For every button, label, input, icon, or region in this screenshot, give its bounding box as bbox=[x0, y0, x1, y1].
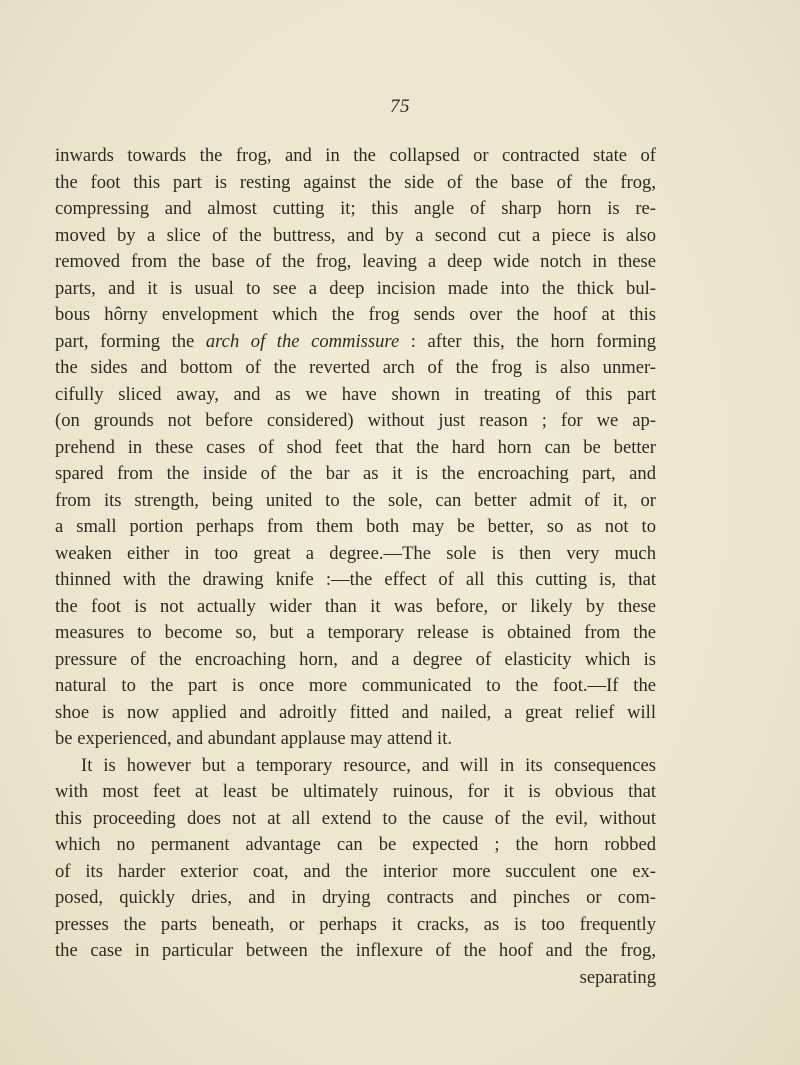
text-line: natural to the part is once more communicated to the foot.—If the bbox=[55, 675, 656, 696]
text-line: which no permanent advantage can be expected ; the horn robbed bbox=[55, 834, 656, 855]
text-line: with most feet at least be ultimately ruinous, for it is obvious that bbox=[55, 781, 656, 802]
text-line: inwards towards the frog, and in the collapsed or contracted state of bbox=[55, 145, 656, 166]
text-line: weaken either in too great a degree.—The sole is then very much bbox=[55, 542, 656, 564]
italic-term: arch of the commissure bbox=[205, 330, 400, 352]
text-line-with-italic bbox=[55, 329, 656, 356]
text-line: of its harder exterior coat, and the interior more succulent one ex- bbox=[55, 860, 656, 882]
text-line: pressure of the encroaching horn, and a degree of elasticity which is bbox=[55, 648, 656, 670]
text-line: a small portion perhaps from them both may be better, so as not to bbox=[55, 516, 656, 537]
text-line: removed from the base of the frog, leaving a deep wide notch in these bbox=[55, 251, 656, 272]
text-line: the foot this part is resting against the side of the base of the frog, bbox=[55, 171, 656, 193]
text-line: bous hôrny envelopment which the frog sends over the hoof at this bbox=[55, 304, 656, 325]
text-line: prehend in these cases of shod feet that the hard horn can be better bbox=[55, 436, 656, 458]
text-line: from its strength, being united to the sole, can better admit of it, or bbox=[55, 489, 656, 511]
text-line: the sides and bottom of the reverted arch of the frog is also unmer- bbox=[55, 357, 656, 378]
text-line: thinned with the drawing knife :—the effect of all this cutting is, that bbox=[55, 569, 656, 590]
page-number: 75 bbox=[390, 96, 410, 117]
text-line: posed, quickly dries, and in drying contracts and pinches or com- bbox=[55, 887, 656, 908]
text-line: compressing and almost cutting it; this angle of sharp horn is re- bbox=[55, 198, 656, 219]
text-line: shoe is now applied and adroitly fitted and nailed, a great relief will bbox=[55, 701, 656, 723]
text-line: the case in particular between the inflexure of the hoof and the frog, bbox=[55, 940, 656, 961]
text-segment: : after this, the horn forming bbox=[399, 330, 657, 352]
text-line: measures to become so, but a temporary release is obtained from the bbox=[55, 622, 656, 643]
text-line: cifully sliced away, and as we have shown in treating of this part bbox=[55, 383, 656, 405]
paragraph-end-line: be experienced, and abundant applause may attend it. bbox=[55, 728, 453, 749]
text-line: presses the parts beneath, or perhaps it cracks, as is too frequently bbox=[55, 913, 656, 935]
text-line: moved by a slice of the buttress, and by a second cut a piece is also bbox=[55, 224, 656, 246]
text-line: the foot is not actually wider than it was before, or likely by these bbox=[55, 595, 656, 617]
text-line: this proceeding does not at all extend to the cause of the evil, without bbox=[55, 807, 656, 829]
text-line: parts, and it is usual to see a deep incision made into the thick bul- bbox=[55, 277, 656, 299]
text-segment: part, forming the bbox=[55, 330, 206, 352]
catchword: separating bbox=[579, 966, 656, 988]
text-line: (on grounds not before considered) without just reason ; for we ap- bbox=[55, 410, 656, 431]
paragraph-start-line: It is however but a temporary resource, and will in its consequences bbox=[81, 754, 656, 776]
text-line: spared from the inside of the bar as it is the encroaching part, and bbox=[55, 463, 656, 484]
body-text bbox=[55, 143, 656, 991]
